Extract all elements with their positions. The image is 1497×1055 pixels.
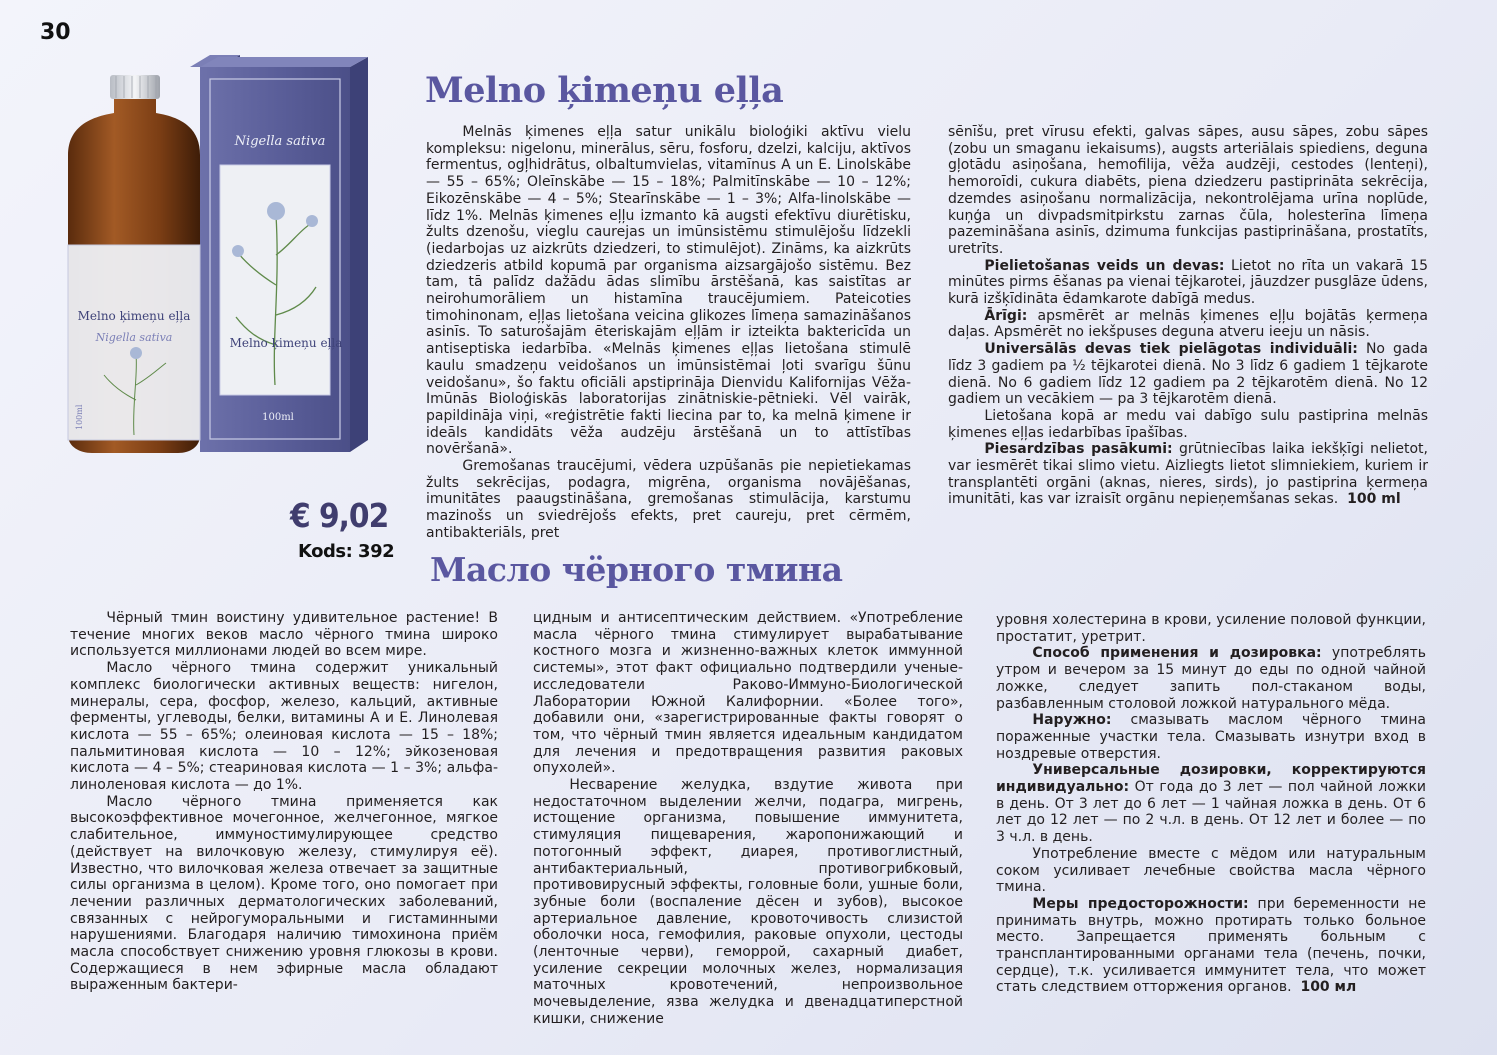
- paragraph: Gremošanas traucējumi, vēdera uzpūšanās pie nepietiekamas žults sekrēcijas, podagra, migrēna, organisma novājēšanas, imunitātes paaugstināšana, gremošanas stimulācija, karstumu mazinošs un sviedrējošs efekts, pret caureju, pret cērmēm, antibakteriāls, pret: [426, 458, 911, 541]
- bottle-cap: [110, 75, 160, 99]
- paragraph: Несварение желудка, вздутие живота при недостаточном выделении желчи, подагра, мигрень, истощение организма, повышение иммунитета, стимуляция пищеварения, жаропонижающий и потогонный эффект, диарея, противоглистный, антибактериальный, противогрибковый, противовирусный эффекты, головные боли, ушные боли, зубные боли (воспаление дёсен и зубов), высокое артериальное давление, кровоточивость слизистой оболочки носа, гемофилия, раковые опухоли, цестоды (ленточные черви), геморрой, сахарный диабет, усиление секреции молочных желез, нормализация маточных кровотечений, непроизвольное мочевыделение, язва желудка и двенадцатиперстной кишки, снижение: [533, 777, 963, 1027]
- caution-label: Меры предосторожности:: [1032, 895, 1249, 912]
- box-label-main: Melno ķimeņu eļļa: [229, 336, 343, 350]
- paragraph: Melnās ķimenes eļļa satur unikālu bioloģiki aktīvu vielu kompleksu: nigelonu, minerālus, sēru, fosforu, dzelzi, kalciju, aktīvos fermentus, ogļhidrātus, olbaltumvielas, vitamīnus A un E. Linolskābe — 55 – 65%; Oleīnskābe — 15 – 18%; Palmitīnskābe — 10 – 12%; Eikozēnskābe — 4 – 5%; Stearīnskābe — 1 – 3%; Alfa-linolskābe — līdz 1%. Melnās ķimenes eļļu izmanto kā augsti efektīvu diurētisku, žults dzenošu, vieglu caurejas un imūnsistēmu stimulējošu līdzekli (iedarbojas uz aizkrūts dziedzeri, to stimulējot). Zināms, ka aizkrūts dziedzeris atbild kopumā par organisma aizsargājošo sistēmu. Bez tam, tā palīdz dažādu ādas slimību ārstēšanā, kas saistītas ar neirohumorāliem un histamīna traucējumiem. Pateicoties timohinonam, eļļas lietošana veicina glikozes līmeņa samazināšanos asinīs. To saturošajām ēteriskajām eļļām ir izteikta baktericīda un antiseptiska iedarbība. «Melnās ķimenes eļļas lietošana stimulē kaulu smadzeņu veidošanos un imūnsistēmai ļoti svarīgu šūnu veidošanu», šo faktu oficiāli apstiprināja Dienvidu Kalifornijas Vēža-Imūnās Bioloģiskās laboratorijas zinātniskie-pētnieki. Vēl vairāk, papildināja viņi, «reģistrētie fakti liecina par to, ka melnā ķimene ir ideāls kandidāts vēža audzēju ārstēšanā un to attīstības novēršanā».: [426, 124, 911, 458]
- bottle-label-sub: Nigella sativa: [95, 331, 173, 344]
- product-image: [50, 55, 390, 495]
- external-label: Наружно:: [1032, 712, 1112, 729]
- usage-label: Pielietošanas veids un devas:: [984, 257, 1225, 274]
- volume-label: 100 мл: [1300, 979, 1357, 996]
- paragraph: уровня холестерина в крови, усиление половой функции, простатит, уретрит.: [996, 612, 1426, 645]
- box-label-top: Nigella sativa: [234, 134, 326, 149]
- latvian-title: Melno ķimeņu eļļa: [425, 70, 784, 111]
- paragraph: цидным и антисептическим действием. «Употребление масла чёрного тмина стимулирует вырабатывание костного мозга и жизненно-важных клеток иммунной системы», этот факт официально подтвердили ученые-исследователи Раково-Иммуно-Биологической Лаборатории Южной Калифорнии. «Более того», добавили они, «зарегистрированные факты говорят о том, что чёрный тмин является идеальным кандидатом для лечения и предотвращения развития раковых опухолей».: [533, 610, 963, 777]
- usage-paragraph: Способ применения и дозировка: употреблять утром и вечером за 15 минут до еды по одной чайной ложке, следует запить пол-стаканом воды, разбавленным столовой ложкой натурального мёда.: [996, 645, 1426, 712]
- honey-paragraph: Употребление вместе с мёдом или натуральным соком усиливает лечебные свойства масла чёрного тмина.: [996, 845, 1426, 896]
- paragraph: sēnīšu, pret vīrusu efekti, galvas sāpes, ausu sāpes, zobu sāpes (zobu un smaganu iekaisums), augsts arteriālais spiediens, deguna gļotādu asiņošana, hemofilija, vēža audzēji, cestodes (lenteņi), hemoroīdi, cukura diabēts, piena dziedzeru pastiprināta sekrēcija, dzemdes asiņošanu normalizācija, nekontrolējama urīna noplūde, kuņģa un divpadsmitpirkstu zarnas čūla, holesterīna līmeņa pazemināšana asinīs, dzimuma funkcijas pastiprināšana, prostatīts, uretrīts.: [948, 124, 1428, 257]
- box-volume: 100ml: [262, 412, 294, 423]
- caution-paragraph: Piesardzības pasākumi: grūtniecības laika iekšķīgi nelietot, var iesmērēt tikai slimo vietu. Aizliegts lietot slimniekiem, kuriem ir transplantēti orgāni (aknas, nieres, sirds), jo pastiprina ķermeņa imunitāti, kas var izraisīt orgānu nepieņemšanas sekas. 100 ml: [948, 441, 1428, 508]
- bottle-volume: 100ml: [75, 404, 84, 430]
- paragraph: Чёрный тмин воистину удивительное растение! В течение многих веков масло чёрного тмина широко используется миллионами людей во всем мире.: [70, 610, 498, 660]
- russian-column-1: [70, 610, 498, 994]
- page-number: 30: [40, 20, 71, 45]
- usage-label: Способ применения и дозировка:: [1032, 645, 1322, 662]
- dose-label: Универсальные дозировки, корректируются индивидуально:: [996, 762, 1426, 796]
- price: € 9,02: [290, 496, 389, 535]
- dose-paragraph: Универсальные дозировки, корректируются индивидуально: От года до 3 лет — пол чайной ложки в день. От 3 лет до 6 лет — 1 чайная ложка в день. От 6 лет до 12 лет — по 2 ч.л. в день. От 12 лет и более — по 3 ч.л. в день.: [996, 762, 1426, 846]
- bottle-label-main: Melno ķimeņu eļļa: [77, 309, 191, 323]
- russian-column-2: [533, 610, 963, 1028]
- external-label: Ārīgi:: [984, 307, 1028, 324]
- honey-paragraph: Lietošana kopā ar medu vai dabīgo sulu pastiprina melnās ķimenes eļļas iedarbības īpašības.: [948, 407, 1428, 441]
- dose-label: Universālās devas tiek pielāgotas individuāli:: [984, 341, 1358, 358]
- volume-label: 100 ml: [1347, 491, 1401, 508]
- usage-paragraph: Pielietošanas veids un devas: Lietot no rīta un vakarā 15 minūtes pirms ēšanas pa vienai tējkarotei, jāuzdzer pusglāze ūdens, kurā izšķīdināta ēdamkarote dabīgā medus.: [948, 257, 1428, 308]
- paragraph: Масло чёрного тмина применяется как высокоэффективное мочегонное, желчегонное, мягкое слабительное, иммуностимулирующее средство (действует на вилочковую железу, стимулируя её). Известно, что вилочковая железа отвечает за защитные силы организма в целом). Кроме того, оно помогает при лечении различных дерматологических заболеваний, связанных с нейрогуморальными и гистаминными нарушениями. Благодаря наличию тимохинона приём масла способствует снижению уровня глюкозы в крови. Содержащиеся в нем эфирные масла обладают выраженным бактери-: [70, 793, 498, 994]
- external-paragraph: Ārīgi: apsmērēt ar melnās ķimenes eļļu bojātās ķermeņa daļas. Apsmērēt no iekšpuses deguna atveru ieeju un nāsis.: [948, 307, 1428, 341]
- caution-label: Piesardzības pasākumi:: [984, 441, 1173, 458]
- caution-paragraph: Меры предосторожности: при беременности не принимать внутрь, можно протирать только больное место. Запрещается применять больным с трансплантированными органами тела (печень, почки, сердце), т.к. усиливается иммунитет тела, что может стать следствием отторжения органов. 100 мл: [996, 895, 1426, 996]
- latvian-column-2: [948, 124, 1428, 508]
- external-paragraph: Наружно: смазывать маслом чёрного тмина пораженные участки тела. Смазывать изнутри вход в ноздревые отверстия.: [996, 712, 1426, 762]
- russian-title: Масло чёрного тмина: [430, 550, 843, 589]
- russian-column-3: [996, 612, 1426, 996]
- latvian-column-1: [426, 124, 911, 542]
- product-code: Kods: 392: [298, 541, 395, 562]
- paragraph: Масло чёрного тмина содержит уникальный комплекс биологически активных веществ: нигелон, минералы, сера, фосфор, железо, кальций, активные ферменты, углеводы, белки, витамины А и Е. Линолевая кислота — 55 – 65%; олеиновая кислота — 15 – 18%; пальмитиновая кислота — 10 – 12%; эйкозеновая кислота — 4 – 5%; стеариновая кислота — 1 – 3%; альфа-линоленовая кислота — до 1%.: [70, 660, 498, 794]
- dose-paragraph: Universālās devas tiek pielāgotas individuāli: No gada līdz 3 gadiem pa ½ tējkarotei dienā. No 3 līdz 6 gadiem 1 tējkarote dienā. No 6 gadiem līdz 12 gadiem pa 2 tējkarotēm dienā. No 12 gadiem un vecākiem — pa 3 tējkarotēm dienā.: [948, 341, 1428, 408]
